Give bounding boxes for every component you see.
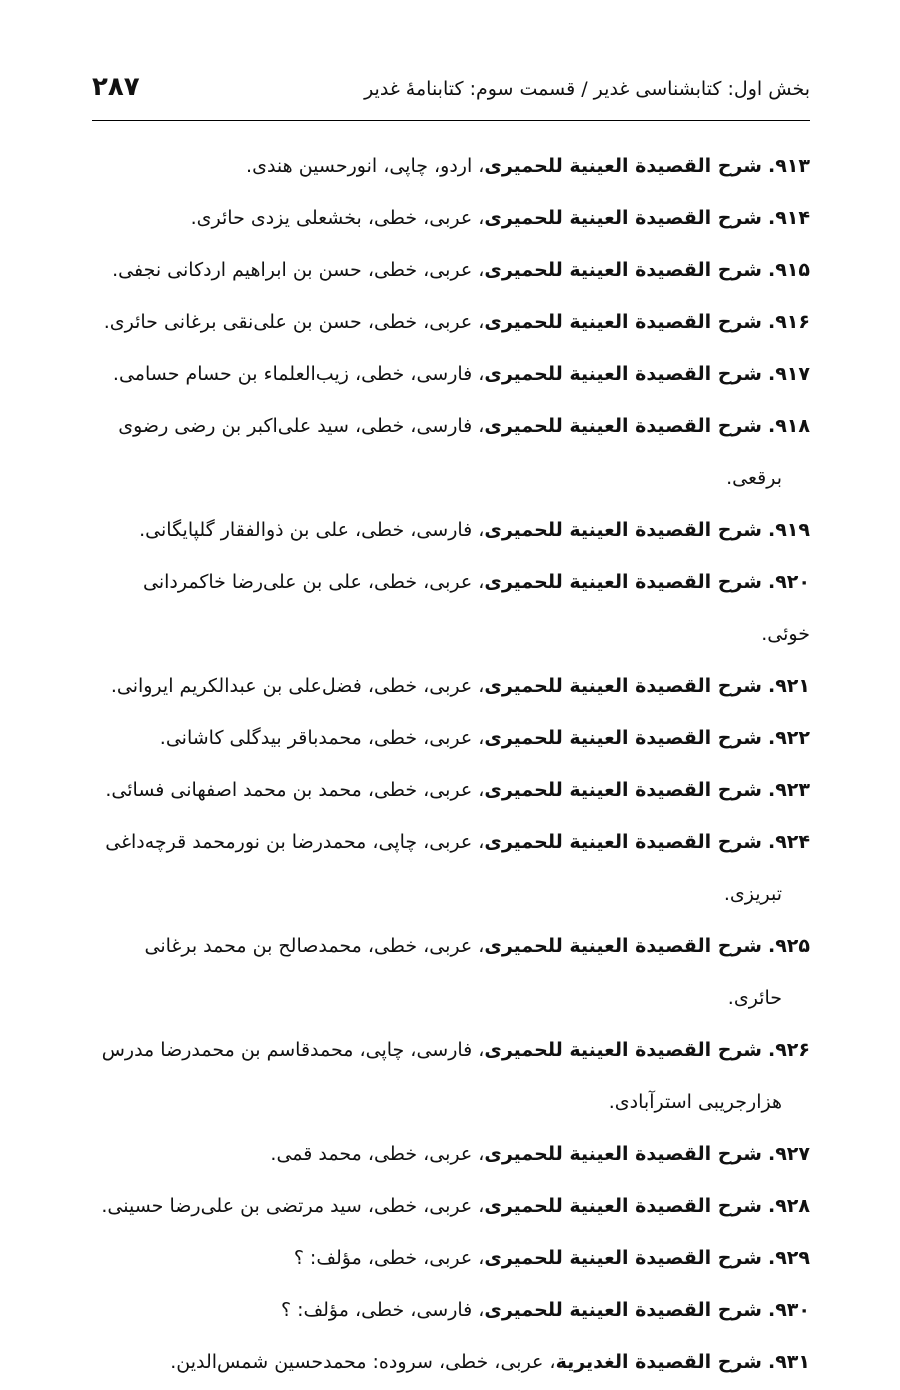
entry-details: ، عربی، خطی، علی بن علی‌رضا خاکمردانی خوئی. — [142, 571, 810, 645]
entry-number: ۹۲۸. — [767, 1195, 810, 1217]
bibliography-entry — [92, 140, 810, 192]
entry-continuation: تبریزی. — [723, 883, 782, 905]
entry-details: ، عربی، خطی، محمدصالح بن محمد برغانی — [144, 935, 485, 957]
entry-details: ، عربی، چاپی، محمدرضا بن نورمحمد قرچه‌داغی — [105, 831, 485, 853]
bibliography-entry — [92, 244, 810, 296]
bibliography-entry — [92, 192, 810, 244]
entry-details: ، عربی، خطی، سید مرتضی بن علی‌رضا حسینی. — [101, 1195, 485, 1217]
bibliography-entry — [92, 1284, 810, 1336]
bibliography-entry — [92, 1180, 810, 1232]
entry-details: ، عربی، خطی، مؤلف: ؟ — [293, 1247, 485, 1269]
bibliography-entry — [92, 1128, 810, 1180]
bibliography-entry — [92, 660, 810, 712]
entry-number: ۹۱۴. — [767, 207, 810, 229]
page-number: ۲۸۷ — [92, 72, 140, 102]
entry-title: شرح القصیدة العینیة للحمیری — [484, 1143, 762, 1165]
bibliography-entry — [92, 504, 810, 556]
entry-title: شرح القصیدة العینیة للحمیری — [484, 1039, 762, 1061]
entry-number: ۹۱۶. — [767, 311, 810, 333]
entry-number: ۹۲۹. — [767, 1247, 810, 1269]
entry-continuation: هزارجریبی استرآبادی. — [608, 1091, 782, 1113]
entry-title: شرح القصیدة الغدیریة — [555, 1351, 762, 1373]
entry-details: ، اردو، چاپی، انورحسین هندی. — [246, 155, 485, 177]
bibliography-entry — [92, 296, 810, 348]
entry-title: شرح القصیدة العینیة للحمیری — [484, 935, 762, 957]
entry-number: ۹۲۳. — [767, 779, 810, 801]
entry-details: ، عربی، خطی، بخشعلی یزدی حائری. — [190, 207, 485, 229]
bibliography-entry — [92, 920, 810, 1024]
bibliography-entry — [92, 556, 810, 660]
entry-number: ۹۲۵. — [767, 935, 810, 957]
running-header — [92, 70, 810, 114]
entry-title: شرح القصیدة العینیة للحمیری — [484, 519, 762, 541]
entry-title: شرح القصیدة العینیة للحمیری — [484, 571, 762, 593]
header-rule — [92, 120, 810, 121]
entry-title: شرح القصیدة العینیة للحمیری — [484, 831, 762, 853]
entry-details: ، فارسی، چاپی، محمدقاسم بن محمدرضا مدرس — [101, 1039, 485, 1061]
entry-title: شرح القصیدة العینیة للحمیری — [484, 1247, 762, 1269]
entry-title: شرح القصیدة العینیة للحمیری — [484, 727, 762, 749]
entry-number: ۹۱۸. — [767, 415, 810, 437]
entry-details: ، فارسی، خطی، علی بن ذوالفقار گلپایگانی. — [139, 519, 485, 541]
entry-title: شرح القصیدة العینیة للحمیری — [484, 1195, 762, 1217]
entry-details: ، عربی، خطی، حسن بن علی‌نقی برغانی حائری. — [103, 311, 485, 333]
entry-number: ۹۲۶. — [767, 1039, 810, 1061]
entry-continuation: برقعی. — [726, 467, 782, 489]
entry-title: شرح القصیدة العینیة للحمیری — [484, 259, 762, 281]
entry-number: ۹۲۲. — [767, 727, 810, 749]
entry-number: ۹۳۱. — [767, 1351, 810, 1373]
bibliography-entry — [92, 764, 810, 816]
entry-details: ، فارسی، خطی، سید علی‌اکبر بن رضی رضوی — [118, 415, 485, 437]
entry-title: شرح القصیدة العینیة للحمیری — [484, 311, 762, 333]
bibliography-list — [92, 140, 810, 1388]
entry-number: ۹۱۳. — [767, 155, 810, 177]
entry-title: شرح القصیدة العینیة للحمیری — [484, 363, 762, 385]
entry-details: ، فارسی، خطی، زیب‌العلماء بن حسام حسامی. — [112, 363, 485, 385]
entry-number: ۹۲۱. — [767, 675, 810, 697]
entry-details: ، عربی، خطی، محمد بن محمد اصفهانی فسائی. — [105, 779, 485, 801]
bibliography-entry — [92, 712, 810, 764]
entry-details: ، عربی، خطی، فضل‌علی بن عبدالکریم ایروانی. — [110, 675, 485, 697]
bibliography-entry — [92, 816, 810, 920]
bibliography-entry — [92, 348, 810, 400]
entry-number: ۹۲۷. — [767, 1143, 810, 1165]
running-header-title: بخش اول: کتابشناسی غدیر / قسمت سوم: کتابنامهٔ غدیر — [364, 78, 810, 100]
entry-number: ۹۲۴. — [767, 831, 810, 853]
entry-details: ، عربی، خطی، محمدباقر بیدگلی کاشانی. — [159, 727, 485, 749]
entry-number: ۹۳۰. — [767, 1299, 810, 1321]
entry-details: ، عربی، خطی، محمد قمی. — [270, 1143, 485, 1165]
entry-number: ۹۱۵. — [767, 259, 810, 281]
bibliography-entry — [92, 1232, 810, 1284]
bibliography-entry — [92, 400, 810, 504]
entry-details: ، فارسی، خطی، مؤلف: ؟ — [280, 1299, 485, 1321]
entry-title: شرح القصیدة العینیة للحمیری — [484, 1299, 762, 1321]
bibliography-entry — [92, 1024, 810, 1128]
bibliography-entry — [92, 1336, 810, 1388]
entry-details: ، عربی، خطی، حسن بن ابراهیم اردکانی نجفی. — [112, 259, 485, 281]
entry-title: شرح القصیدة العینیة للحمیری — [484, 415, 762, 437]
entry-continuation: حائری. — [727, 987, 782, 1009]
entry-title: شرح القصیدة العینیة للحمیری — [484, 779, 762, 801]
entry-title: شرح القصیدة العینیة للحمیری — [484, 155, 762, 177]
entry-title: شرح القصیدة العینیة للحمیری — [484, 207, 762, 229]
entry-number: ۹۱۹. — [767, 519, 810, 541]
entry-number: ۹۲۰. — [767, 571, 810, 593]
entry-number: ۹۱۷. — [767, 363, 810, 385]
entry-details: ، عربی، خطی، سروده: محمدحسین شمس‌الدین. — [170, 1351, 556, 1373]
entry-title: شرح القصیدة العینیة للحمیری — [484, 675, 762, 697]
